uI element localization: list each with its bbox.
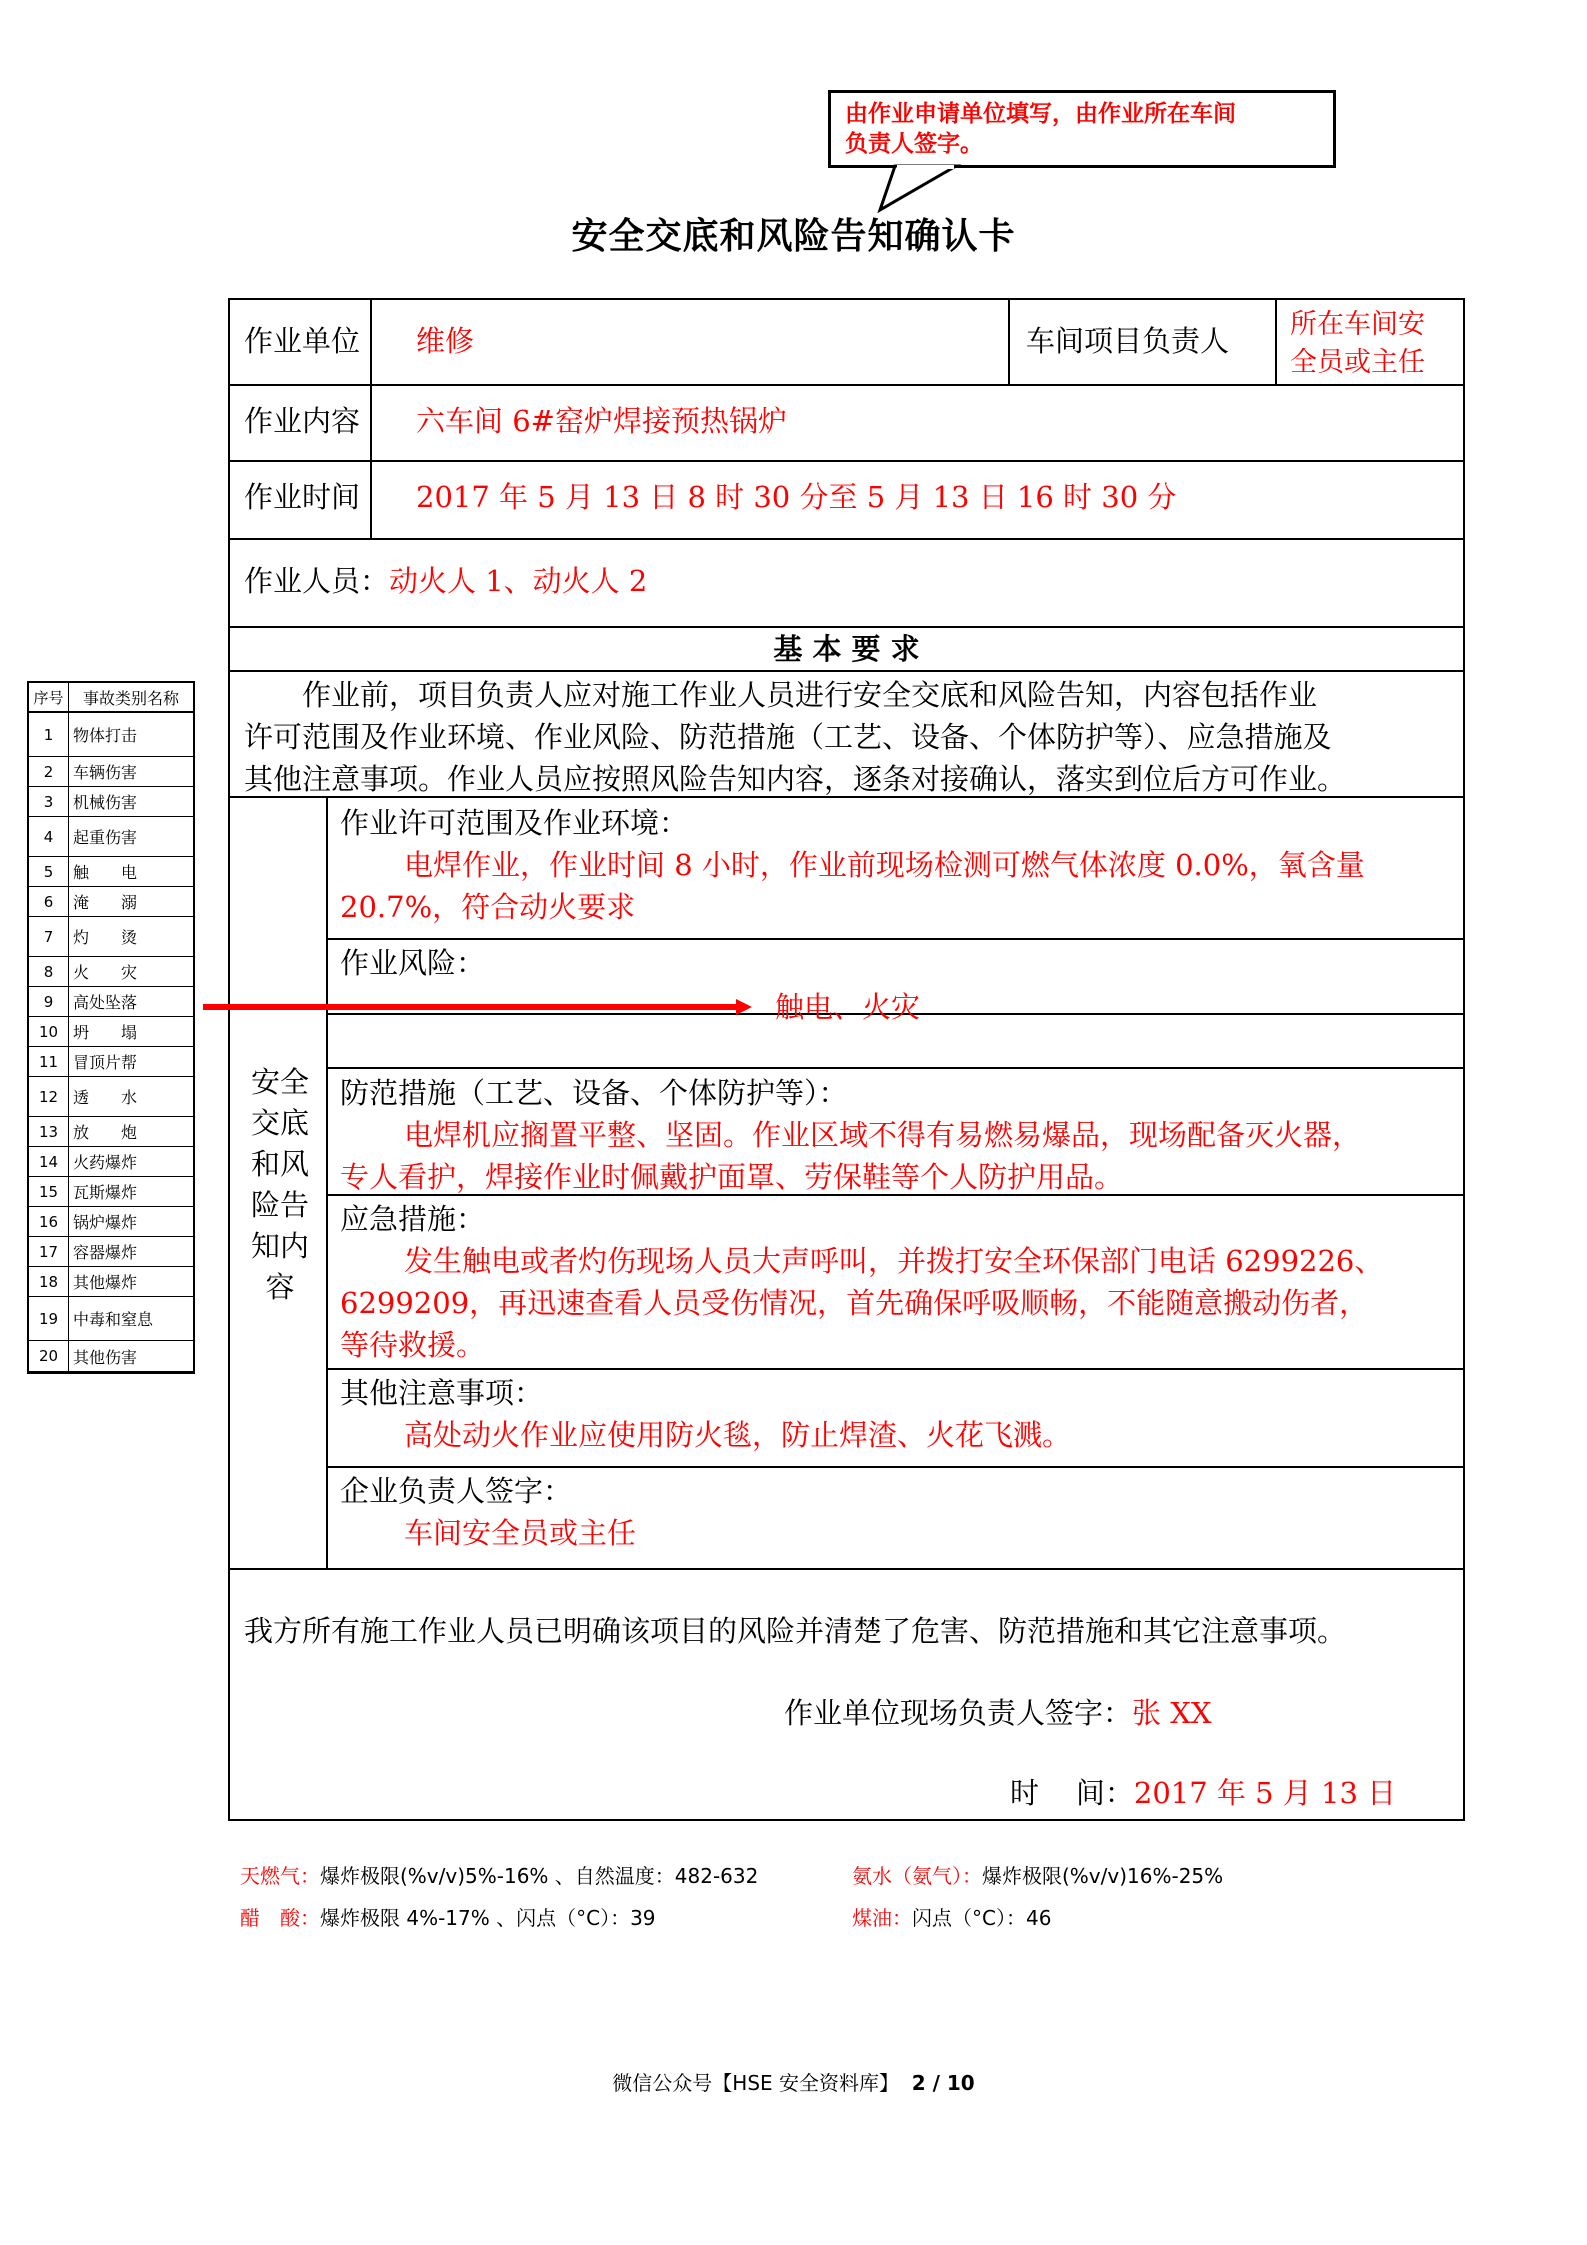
accident-no: 13 (29, 1117, 69, 1146)
manager-value: 所在车间安 全员或主任 (1290, 309, 1425, 378)
basic-requirements-text: 作业前，项目负责人应对施工作业人员进行安全交底和风险告知，内容包括作业 许可范围及作业环境、作业风险、防范措施（工艺、设备、个体防护等）、应急措施及 其他注意事项。作业人员应按照风险告知内容，逐条对接确认，落实到位后方可作业。 (244, 678, 1347, 796)
accident-table-row (29, 713, 193, 757)
leader-sign-section: 企业负责人签字： 车间安全员或主任 (340, 1474, 637, 1550)
accident-name: 瓦斯爆炸 (73, 1183, 138, 1202)
accident-table-row (29, 1017, 193, 1047)
accident-table-row (29, 1177, 193, 1207)
content-value: 六车间 6#窑炉焊接预热锅炉 (416, 404, 787, 438)
accident-table-row (29, 887, 193, 917)
unit-value: 维修 (416, 324, 475, 358)
accident-name: 火药爆炸 (73, 1153, 138, 1172)
accident-table-row (29, 1047, 193, 1077)
accident-name: 淹 溺 (73, 893, 138, 912)
accident-table-row (29, 1267, 193, 1297)
accident-no: 18 (29, 1267, 69, 1296)
accident-name: 物体打击 (73, 726, 138, 745)
accident-no: 19 (29, 1297, 69, 1340)
accident-table-row (29, 1237, 193, 1267)
accident-table-row (29, 1077, 193, 1117)
accident-table-row (29, 1117, 193, 1147)
accident-no: 2 (29, 757, 69, 786)
accident-no: 6 (29, 887, 69, 916)
accident-name: 高处坠落 (73, 993, 138, 1012)
callout-line-1: 由作业申请单位填写，由作业所在车间 (845, 100, 1236, 127)
sign-date-value: 2017 年 5 月 13 日 (1133, 1776, 1397, 1810)
scope-section: 作业许可范围及作业环境： 电焊作业，作业时间 8 小时，作业前现场检测可燃气体浓度 0.0%，氧含量 20.7%，符合动火要求 (340, 806, 1365, 924)
accident-table-row (29, 1147, 193, 1177)
safety-content-label: 安全 交底 和风 险告 知内 容 (250, 1065, 309, 1304)
accident-type-table (27, 681, 195, 1374)
accident-no: 8 (29, 957, 69, 986)
accident-name: 透 水 (73, 1088, 138, 1107)
accident-name: 冒顶片帮 (73, 1053, 138, 1072)
accident-name: 其他爆炸 (73, 1273, 138, 1292)
manager-label: 车间项目负责人 (1026, 324, 1230, 358)
accident-no: 20 (29, 1341, 69, 1371)
accident-no: 5 (29, 857, 69, 886)
confirmation-text: 我方所有施工作业人员已明确该项目的风险并清楚了危害、防范措施和其它注意事项。 (244, 1614, 1347, 1648)
accident-no: 3 (29, 787, 69, 816)
page-footer: 微信公众号【HSE 安全资料库】 2 / 10 (612, 2071, 975, 2095)
accident-table-row (29, 917, 193, 957)
accident-table-row (29, 817, 193, 857)
accident-no: 11 (29, 1047, 69, 1076)
accident-table-row (29, 957, 193, 987)
accident-table-row (29, 787, 193, 817)
measures-section: 防范措施（工艺、设备、个体防护等）： 电焊机应搁置平整、坚固。作业区域不得有易燃易爆品，现场配备灭火器， 专人看护，焊接作业时佩戴护面罩、劳保鞋等个人防护用品。 (340, 1076, 1362, 1194)
accident-name: 其他伤害 (73, 1347, 138, 1367)
accident-name: 放 炮 (73, 1123, 138, 1142)
sign-date: 时 间：2017 年 5 月 13 日 (1010, 1776, 1397, 1810)
accident-name: 起重伤害 (73, 828, 138, 847)
page-title: 安全交底和风险告知确认卡 (571, 215, 1016, 257)
accident-table-row (29, 857, 193, 887)
accident-table-row (29, 987, 193, 1017)
note-natural-gas: 天燃气：爆炸极限(%v/v)5%-16% 、自然温度：482-632 (240, 1864, 759, 1888)
accident-name: 锅炉爆炸 (73, 1213, 138, 1232)
accident-name: 坍 塌 (73, 1023, 138, 1042)
accident-name: 触 电 (73, 863, 138, 882)
emergency-section: 应急措施： 发生触电或者灼伤现场人员大声呼叫，并拨打安全环保部门电话 6299226、 6299209，再迅速查看人员受伤情况，首先确保呼吸顺畅，不能随意搬动伤者， 等待救援。 (340, 1202, 1384, 1362)
accident-no: 7 (29, 917, 69, 956)
accident-no: 17 (29, 1237, 69, 1266)
accident-no: 1 (29, 713, 69, 756)
accident-no: 12 (29, 1077, 69, 1116)
note-kerosene: 煤油：闪点（°C）：46 (852, 1906, 1052, 1930)
other-notes-section: 其他注意事项： 高处动火作业应使用防火毯，防止焊渣、火花飞溅。 (340, 1376, 1072, 1452)
accident-name: 火 灾 (73, 963, 138, 982)
time-label: 作业时间 (244, 480, 361, 514)
people-label: 作业人员：动火人 1、动火人 2 (244, 564, 648, 598)
note-acetic-acid: 醋 酸：爆炸极限 4%-17% 、闪点（°C）：39 (240, 1906, 656, 1930)
accident-no: 4 (29, 817, 69, 856)
accident-no: 15 (29, 1177, 69, 1206)
people-value: 动火人 1、动火人 2 (389, 564, 648, 598)
time-value: 2017 年 5 月 13 日 8 时 30 分至 5 月 13 日 16 时 30 分 (416, 480, 1177, 514)
accident-name: 中毒和窒息 (73, 1310, 154, 1329)
onsite-sign-value: 张 XX (1132, 1696, 1212, 1730)
page-number: 2 / 10 (911, 2071, 975, 2095)
note-ammonia: 氨水（氨气）：爆炸极限(%v/v)16%-25% (852, 1864, 1224, 1888)
accident-table-row (29, 1297, 193, 1341)
accident-table-header: 序号 事故类别名称 (29, 683, 193, 713)
accident-no: 10 (29, 1017, 69, 1046)
accident-table-row (29, 1207, 193, 1237)
basic-requirements-title: 基 本 要 求 (773, 632, 920, 666)
onsite-sign: 作业单位现场负责人签字：张 XX (784, 1696, 1212, 1730)
accident-no: 14 (29, 1147, 69, 1176)
accident-name: 车辆伤害 (73, 763, 138, 782)
callout-line-2: 负责人签字。 (845, 130, 983, 157)
risk-value: 触电、火灾 (775, 990, 921, 1024)
risk-label: 作业风险： (340, 946, 486, 980)
unit-label: 作业单位 (244, 324, 361, 358)
accident-no: 16 (29, 1207, 69, 1236)
accident-table-row (29, 757, 193, 787)
accident-name: 容器爆炸 (73, 1243, 138, 1262)
accident-table-row (29, 1341, 193, 1371)
accident-name: 灼 烫 (73, 928, 138, 947)
content-label: 作业内容 (244, 404, 361, 438)
accident-name: 机械伤害 (73, 793, 138, 812)
accident-no: 9 (29, 987, 69, 1016)
